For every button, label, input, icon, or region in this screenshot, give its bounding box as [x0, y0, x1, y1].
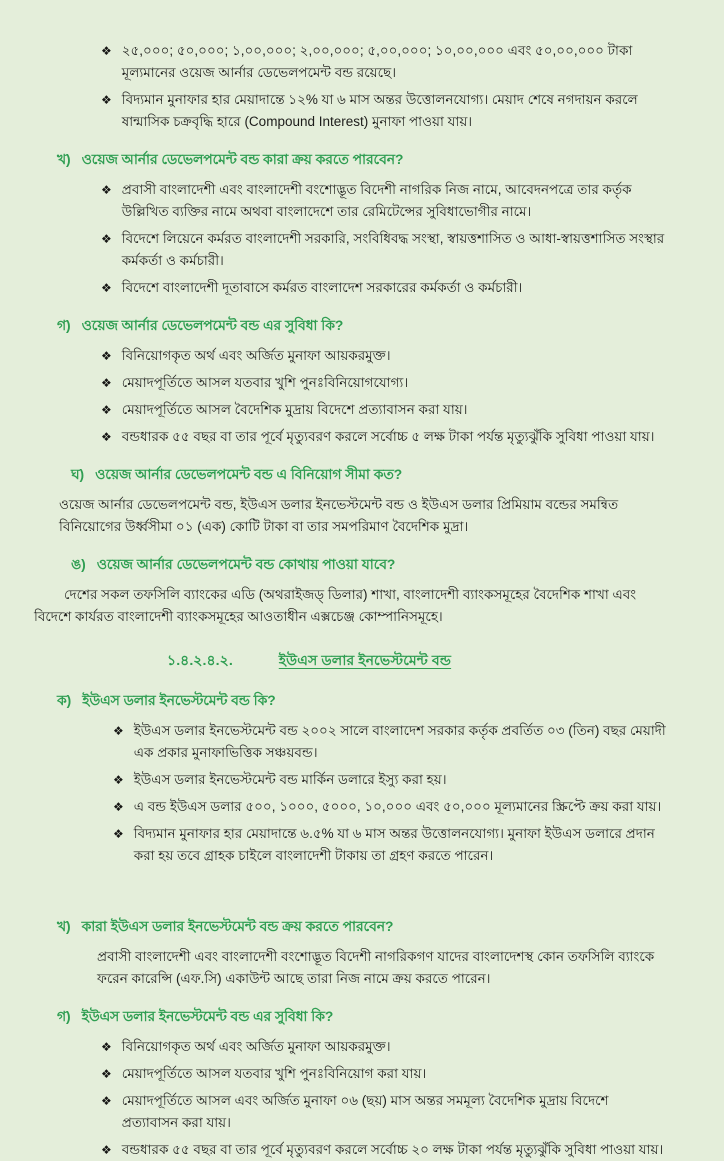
question-label: ঙ)	[71, 557, 86, 572]
bullet-text: ইউএস ডলার ইনভেস্টমেন্ট বন্ড ২০০২ সালে বাংলাদেশ সরকার কর্তৃক প্রবর্তিত ০৩ (তিন) বছর মেয়াদী এক প্রকার মুনাফাভিত্তিক সঞ্চয়বন্ড।	[133, 723, 666, 760]
bullet-text: ইউএস ডলার ইনভেস্টমেন্ট বন্ড মার্কিন ডলারে ইস্যু করা হয়।	[133, 772, 447, 787]
bullet-text: মেয়াদপূর্তিতে আসল যতবার খুশি পুনঃবিনিয়োগ করা যায়।	[121, 1066, 427, 1081]
diamond-bullet-icon: ❖	[101, 281, 112, 295]
bullet-text: বিদ্যমান মুনাফার হার মেয়াদান্তে ১২% যা ৬ মাস অন্তর উত্তোলনযোগ্য। মেয়াদ শেষে নগদায়ন করলে ষান্মাসিক চক্রবৃদ্ধি হারে (Compound Interest) মুনাফা পাওয়া যায়।	[121, 92, 638, 129]
list-item	[101, 1036, 668, 1058]
bullet-list	[57, 179, 668, 299]
question-label: খ)	[57, 919, 71, 934]
list-item	[113, 720, 668, 764]
question-label: ঘ)	[71, 467, 85, 482]
diamond-bullet-icon: ❖	[101, 376, 112, 390]
question-label: গ)	[57, 318, 71, 333]
question-label: খ)	[57, 152, 71, 167]
section-header-usd-investment-bond	[167, 650, 668, 674]
bullet-text: ২৫,০০০; ৫০,০০০; ১,০০,০০০; ২,০০,০০০; ৫,০০,০০০; ১০,০০,০০০ এবং ৫০,০০,০০০ টাকা মূল্যমানের ওয়েজ আর্নার ডেভেলপমেন্ট বন্ড রয়েছে।	[121, 43, 633, 80]
list-item	[101, 1063, 668, 1085]
diamond-bullet-icon: ❖	[101, 1067, 112, 1081]
list-item	[101, 179, 668, 223]
list-item	[101, 345, 668, 367]
diamond-bullet-icon: ❖	[113, 800, 124, 814]
question-title: ইউএস ডলার ইনভেস্টমেন্ট বন্ড কি?	[82, 693, 276, 708]
diamond-bullet-icon: ❖	[101, 430, 112, 444]
question-heading	[57, 150, 668, 170]
bullet-text: প্রবাসী বাংলাদেশী এবং বাংলাদেশী বংশোদ্ভূত বিদেশী নাগরিক নিজ নামে, আবেদনপত্রে তার কর্তৃক উল্লিখিত ব্যক্তির নামে অথবা বাংলাদেশে তার রেমিটেন্সের সুবিধাভোগীর নামে।	[121, 182, 632, 219]
section-benefits-usdib	[57, 1007, 668, 1161]
list-item	[101, 1090, 668, 1134]
section-number: ১.৪.২.৪.২.	[167, 653, 233, 669]
bullet-text: এ বন্ড ইউএস ডলার ৫০০, ১০০০, ৫০০০, ১০,০০০ এবং ৫০,০০০ মূল্যমানের স্ক্রিপ্টে ক্রয় করা যায়।	[133, 799, 662, 814]
question-label: ক)	[57, 693, 72, 708]
diamond-bullet-icon: ❖	[101, 183, 112, 197]
question-title: ইউএস ডলার ইনভেস্টমেন্ট বন্ড এর সুবিধা কি?	[81, 1009, 334, 1024]
bullet-text: মেয়াদপূর্তিতে আসল এবং অর্জিত মুনাফা ০৬ (ছয়) মাস অন্তর সমমূল্য বৈদেশিক মুদ্রায় বিদেশে প্রত্যাবাসন করা যায়।	[121, 1093, 609, 1130]
section-what-is-usdib	[57, 691, 668, 867]
question-heading	[71, 465, 668, 485]
section-who-can-buy-wedb	[57, 150, 668, 299]
bullet-text: মেয়াদপূর্তিতে আসল বৈদেশিক মুদ্রায় বিদেশে প্রত্যাবাসন করা যায়।	[121, 402, 468, 417]
question-title: কারা ইউএস ডলার ইনভেস্টমেন্ট বন্ড ক্রয় করতে পারবেন?	[81, 919, 394, 934]
bullet-list	[57, 1036, 668, 1161]
list-item	[101, 426, 668, 448]
section-benefits-wedb	[57, 316, 668, 448]
wage-earner-intro-bullet-list	[57, 40, 668, 133]
diamond-bullet-icon: ❖	[101, 93, 112, 107]
question-heading	[71, 555, 668, 575]
bullet-list	[57, 345, 668, 448]
question-title: ওয়েজ আর্নার ডেভেলপমেন্ট বন্ড কোথায় পাওয়া যাবে?	[96, 557, 396, 572]
diamond-bullet-icon: ❖	[101, 232, 112, 246]
list-item	[101, 40, 668, 84]
bullet-text: বন্ডধারক ৫৫ বছর বা তার পূর্বে মৃত্যুবরণ করলে সর্বোচ্চ ২০ লক্ষ টাকা পর্যন্ত মৃত্যুঝুঁকি সুবিধা পাওয়া যায়।	[121, 1142, 664, 1157]
diamond-bullet-icon: ❖	[113, 773, 124, 787]
list-item	[101, 277, 668, 299]
list-item	[101, 89, 668, 133]
diamond-bullet-icon: ❖	[113, 827, 124, 841]
diamond-bullet-icon: ❖	[101, 1094, 112, 1108]
paragraph: দেশের সকল তফসিলি ব্যাংকের এডি (অথরাইজড্ ডিলার) শাখা, বাংলাদেশী ব্যাংকসমূহের বৈদেশিক শাখা এবং বিদেশে কার্যরত বাংলাদেশী ব্যাংকসমূহের আওতাধীন এক্সচেঞ্জ কোম্পানিসমূহে।	[34, 587, 637, 624]
bullet-text: বিদেশে বাংলাদেশী দূতাবাসে কর্মরত বাংলাদেশ সরকারের কর্মকর্তা ও কর্মচারী।	[121, 280, 523, 295]
list-item	[113, 823, 668, 867]
bullet-text: বিনিয়োগকৃত অর্থ এবং অর্জিত মুনাফা আয়করমুক্ত।	[121, 1039, 391, 1054]
question-heading	[57, 917, 668, 937]
section-investment-limit-wedb	[57, 465, 668, 538]
list-item	[101, 372, 668, 394]
paragraph: প্রবাসী বাংলাদেশী এবং বাংলাদেশী বংশোদ্ভূত বিদেশী নাগরিকগণ যাদের বাংলাদেশস্থ কোন তফসিলি ব্যাংকে ফরেন কারেন্সি (এফ.সি) একাউন্ট আছে তারা নিজ নামে ক্রয় করতে পারেন।	[97, 949, 655, 986]
list-item	[101, 228, 668, 272]
diamond-bullet-icon: ❖	[101, 44, 112, 58]
question-heading	[57, 316, 668, 336]
list-item	[101, 399, 668, 421]
question-title: ওয়েজ আর্নার ডেভেলপমেন্ট বন্ড এ বিনিয়োগ সীমা কত?	[95, 467, 403, 482]
bullet-text: বিদ্যমান মুনাফার হার মেয়াদান্তে ৬.৫% যা ৬ মাস অন্তর উত্তোলনযোগ্য। মুনাফা ইউএস ডলারে প্রদান করা হয় তবে গ্রাহক চাইলে বাংলাদেশী টাকায় তা গ্রহণ করতে পারেন।	[133, 826, 655, 863]
bullet-list	[57, 720, 668, 867]
list-item	[113, 796, 668, 818]
bullet-text: মেয়াদপূর্তিতে আসল যতবার খুশি পুনঃবিনিয়োগযোগ্য।	[121, 375, 409, 390]
diamond-bullet-icon: ❖	[113, 724, 124, 738]
question-label: গ)	[57, 1009, 71, 1024]
question-title: ওয়েজ আর্নার ডেভেলপমেন্ট বন্ড এর সুবিধা কি?	[81, 318, 344, 333]
section-who-can-buy-usdib	[57, 917, 668, 990]
diamond-bullet-icon: ❖	[101, 403, 112, 417]
diamond-bullet-icon: ❖	[101, 1040, 112, 1054]
vertical-spacer	[57, 872, 668, 900]
question-heading	[57, 691, 668, 711]
bullet-text: বন্ডধারক ৫৫ বছর বা তার পূর্বে মৃত্যুবরণ করলে সর্বোচ্চ ৫ লক্ষ টাকা পর্যন্ত মৃত্যুঝুঁকি সুবিধা পাওয়া যায়।	[121, 429, 655, 444]
question-title: ওয়েজ আর্নার ডেভেলপমেন্ট বন্ড কারা ক্রয় করতে পারবেন?	[81, 152, 404, 167]
paragraph: ওয়েজ আর্নার ডেভেলপমেন্ট বন্ড, ইউএস ডলার ইনভেস্টমেন্ট বন্ড ও ইউএস ডলার প্রিমিয়াম বন্ডের সমন্বিত বিনিয়োগের উর্ধ্বসীমা ০১ (এক) কোটি টাকা বা তার সমপরিমাণ বৈদেশিক মুদ্রা।	[59, 497, 619, 534]
list-item	[101, 1139, 668, 1161]
question-heading	[57, 1007, 668, 1027]
section-where-available-wedb	[34, 555, 668, 628]
section-title: ইউএস ডলার ইনভেস্টমেন্ট বন্ড	[278, 653, 452, 669]
bullet-text: বিদেশে লিয়েনে কর্মরত বাংলাদেশী সরকারি, সংবিধিবদ্ধ সংস্থা, স্বায়ত্তশাসিত ও আধা-স্বায়ত্তশাসিত সংস্থার কর্মকর্তা ও কর্মচারী।	[121, 231, 665, 268]
diamond-bullet-icon: ❖	[101, 349, 112, 363]
diamond-bullet-icon: ❖	[101, 1143, 112, 1157]
list-item	[113, 769, 668, 791]
bullet-text: বিনিয়োগকৃত অর্থ এবং অর্জিত মুনাফা আয়করমুক্ত।	[121, 348, 391, 363]
